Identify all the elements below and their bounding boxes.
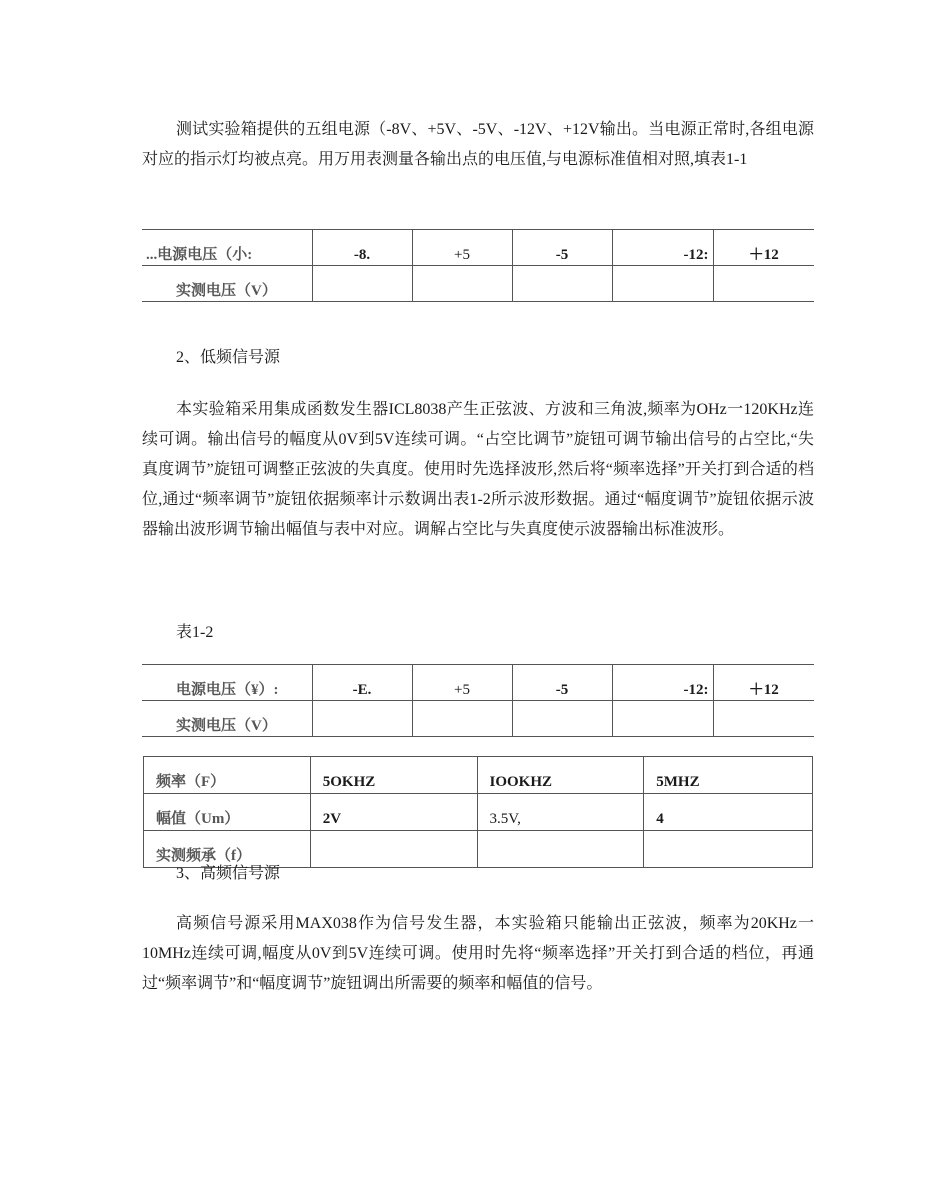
table-cell — [713, 266, 814, 302]
table-cell: -5 — [512, 665, 612, 701]
table-cell: 4 — [644, 794, 813, 831]
table-cell — [412, 266, 512, 302]
table-cell — [312, 266, 412, 302]
section-2-paragraph: 本实验箱采用集成函数发生器ICL8038产生正弦波、方波和三角波,频率为OHz一120KHz连续可调。输出信号的幅度从0V到5V连续可调。“占空比调节”旋钮可调节输出信号的占空比,“失真度调节”旋钮可调整正弦波的失真度。使用时先选择波形,然后将“频率选择”开关打到合适的档位,通过“频率调节”旋钮依据频率计示数调出表1-2所示波形数据。通过“幅度调节”旋钮依据示波器输出波形调节输出幅值与表中对应。调解占空比与失真度使示波器输出标准波形。 — [142, 401, 814, 538]
intro-paragraph: 测试实验箱提供的五组电源（-8V、+5V、-5V、-12V、+12V输出。当电源正常时,各组电源对应的指示灯均被点亮。用万用表测量各输出点的电压值,与电源标准值相对照,填表1-1 — [142, 121, 814, 168]
table-1-2-frequency — [143, 756, 813, 868]
table-cell — [713, 701, 814, 737]
table-cell — [412, 701, 512, 737]
table-row — [144, 757, 813, 794]
table-cell: ...电源电压（小: — [142, 230, 312, 266]
section-2-heading: 2、低频信号源 — [176, 349, 281, 366]
table-cell: -12: — [612, 665, 713, 701]
table-cell: +5 — [412, 230, 512, 266]
table-cell: 幅值（Um） — [144, 794, 311, 831]
section-3-paragraph: 高频信号源采用MAX038作为信号发生器，本实验箱只能输出正弦波，频率为20KHz一10MHz连续可调,幅度从0V到5V连续可调。使用时先将“频率选择”开关打到合适的档位，再通过“频率调节”和“幅度调节”旋钮调出所需要的频率和幅值的信号。 — [142, 915, 814, 992]
table-cell — [612, 701, 713, 737]
table-cell — [644, 831, 813, 868]
table-cell — [612, 266, 713, 302]
table-1-2-voltage — [142, 664, 814, 737]
table-cell: 实测频承（f） — [144, 831, 311, 868]
table-cell: +5 — [412, 665, 512, 701]
table-cell: 2V — [310, 794, 477, 831]
table-cell — [312, 701, 412, 737]
table-row — [142, 230, 814, 266]
table-cell: -E. — [312, 665, 412, 701]
table-cell: 5MHZ — [644, 757, 813, 794]
table-cell — [512, 701, 612, 737]
table-row — [142, 701, 814, 737]
table-row — [142, 266, 814, 302]
table-cell: ＋12 — [713, 230, 814, 266]
table-1-2-caption: 表1-2 — [176, 624, 214, 641]
table-cell: -5 — [512, 230, 612, 266]
table-row — [144, 794, 813, 831]
section-3-heading: 3、高频信号源 — [176, 865, 281, 882]
table-cell: 频率（F） — [144, 757, 311, 794]
table-cell: IOOKHZ — [477, 757, 644, 794]
table-cell: -12: — [612, 230, 713, 266]
table-cell: 实测电压（V） — [142, 266, 312, 302]
table-cell: 电源电压（¥）: — [142, 665, 312, 701]
table-cell: -8. — [312, 230, 412, 266]
table-cell — [310, 831, 477, 868]
table-cell: 实测电压（V） — [142, 701, 312, 737]
table-1-1 — [142, 229, 814, 302]
table-row — [142, 665, 814, 701]
table-cell: 5OKHZ — [310, 757, 477, 794]
table-cell: ＋12 — [713, 665, 814, 701]
table-cell — [477, 831, 644, 868]
table-cell — [512, 266, 612, 302]
table-cell: 3.5V, — [477, 794, 644, 831]
